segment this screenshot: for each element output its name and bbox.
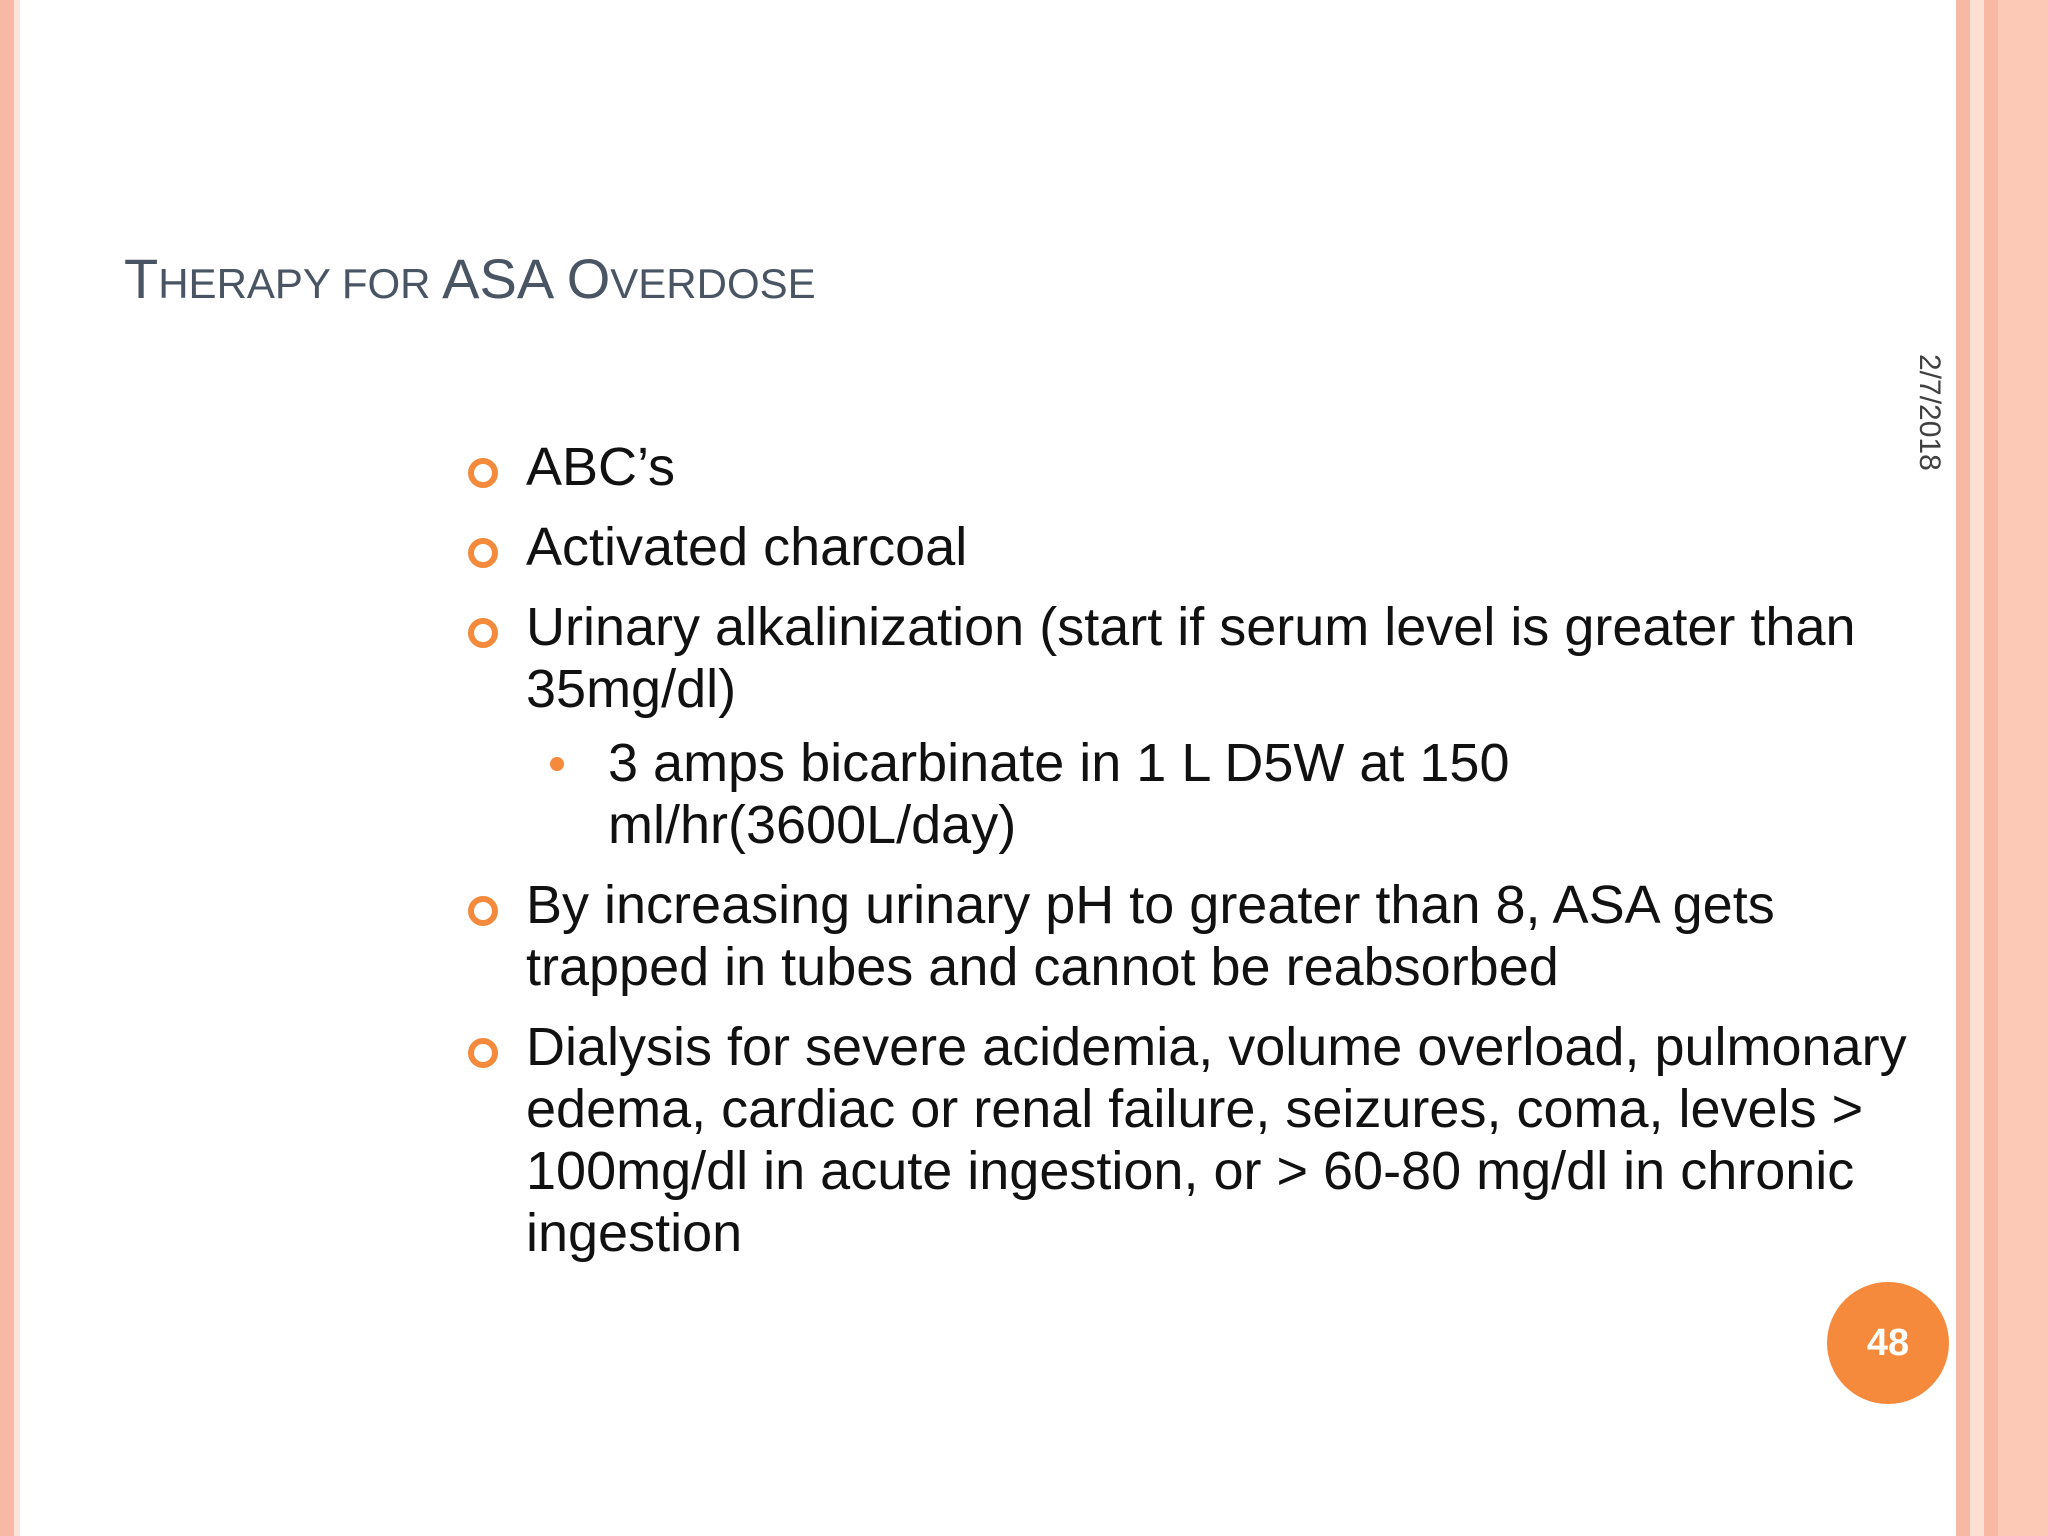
- page-number-badge: 48: [1827, 1282, 1949, 1404]
- list-item-text: ABC’s: [526, 437, 676, 497]
- right-border-band: [1998, 0, 2048, 1536]
- left-border-inner-bar: [14, 0, 20, 1536]
- list-item: [462, 596, 1932, 720]
- slide-content: [462, 436, 1932, 1282]
- dot-bullet-icon: [550, 757, 564, 771]
- list-item: [462, 516, 1932, 578]
- list-item: [462, 874, 1932, 998]
- title-part-1: HERAPY FOR: [158, 260, 443, 307]
- list-item-text: By increasing urinary pH to greater than 8, ASA gets trapped in tubes and cannot be reabsorbed: [526, 875, 1775, 997]
- list-item: [462, 1016, 1932, 1264]
- list-item-text: Dialysis for severe acidemia, volume overload, pulmonary edema, cardiac or renal failure, seizures, coma, levels > 100mg/dl in acute ingestion, or > 60-80 mg/dl in chronic ingestion: [526, 1017, 1907, 1263]
- ring-bullet-icon: [468, 618, 498, 648]
- right-border-band: [1956, 0, 1970, 1536]
- title-first-letter: T: [124, 247, 159, 310]
- left-border-bar: [0, 0, 14, 1536]
- right-border-band: [1984, 0, 1998, 1536]
- ring-bullet-icon: [468, 896, 498, 926]
- slide-date: 2/7/2018: [1913, 354, 1946, 471]
- sub-list-item: [462, 732, 1932, 856]
- ring-bullet-icon: [468, 538, 498, 568]
- list-item-text: Activated charcoal: [526, 517, 968, 577]
- ring-bullet-icon: [468, 1038, 498, 1068]
- right-border-band: [1970, 0, 1984, 1536]
- sub-list-item-text: 3 amps bicarbinate in 1 L D5W at 150 ml/hr(3600L/day): [608, 733, 1510, 855]
- slide-title: [124, 246, 816, 311]
- title-part-2: ASA O: [442, 247, 611, 310]
- list-item: [462, 436, 1932, 498]
- title-part-3: VERDOSE: [610, 260, 816, 307]
- ring-bullet-icon: [468, 458, 498, 488]
- list-item-text: Urinary alkalinization (start if serum level is greater than 35mg/dl): [526, 597, 1856, 719]
